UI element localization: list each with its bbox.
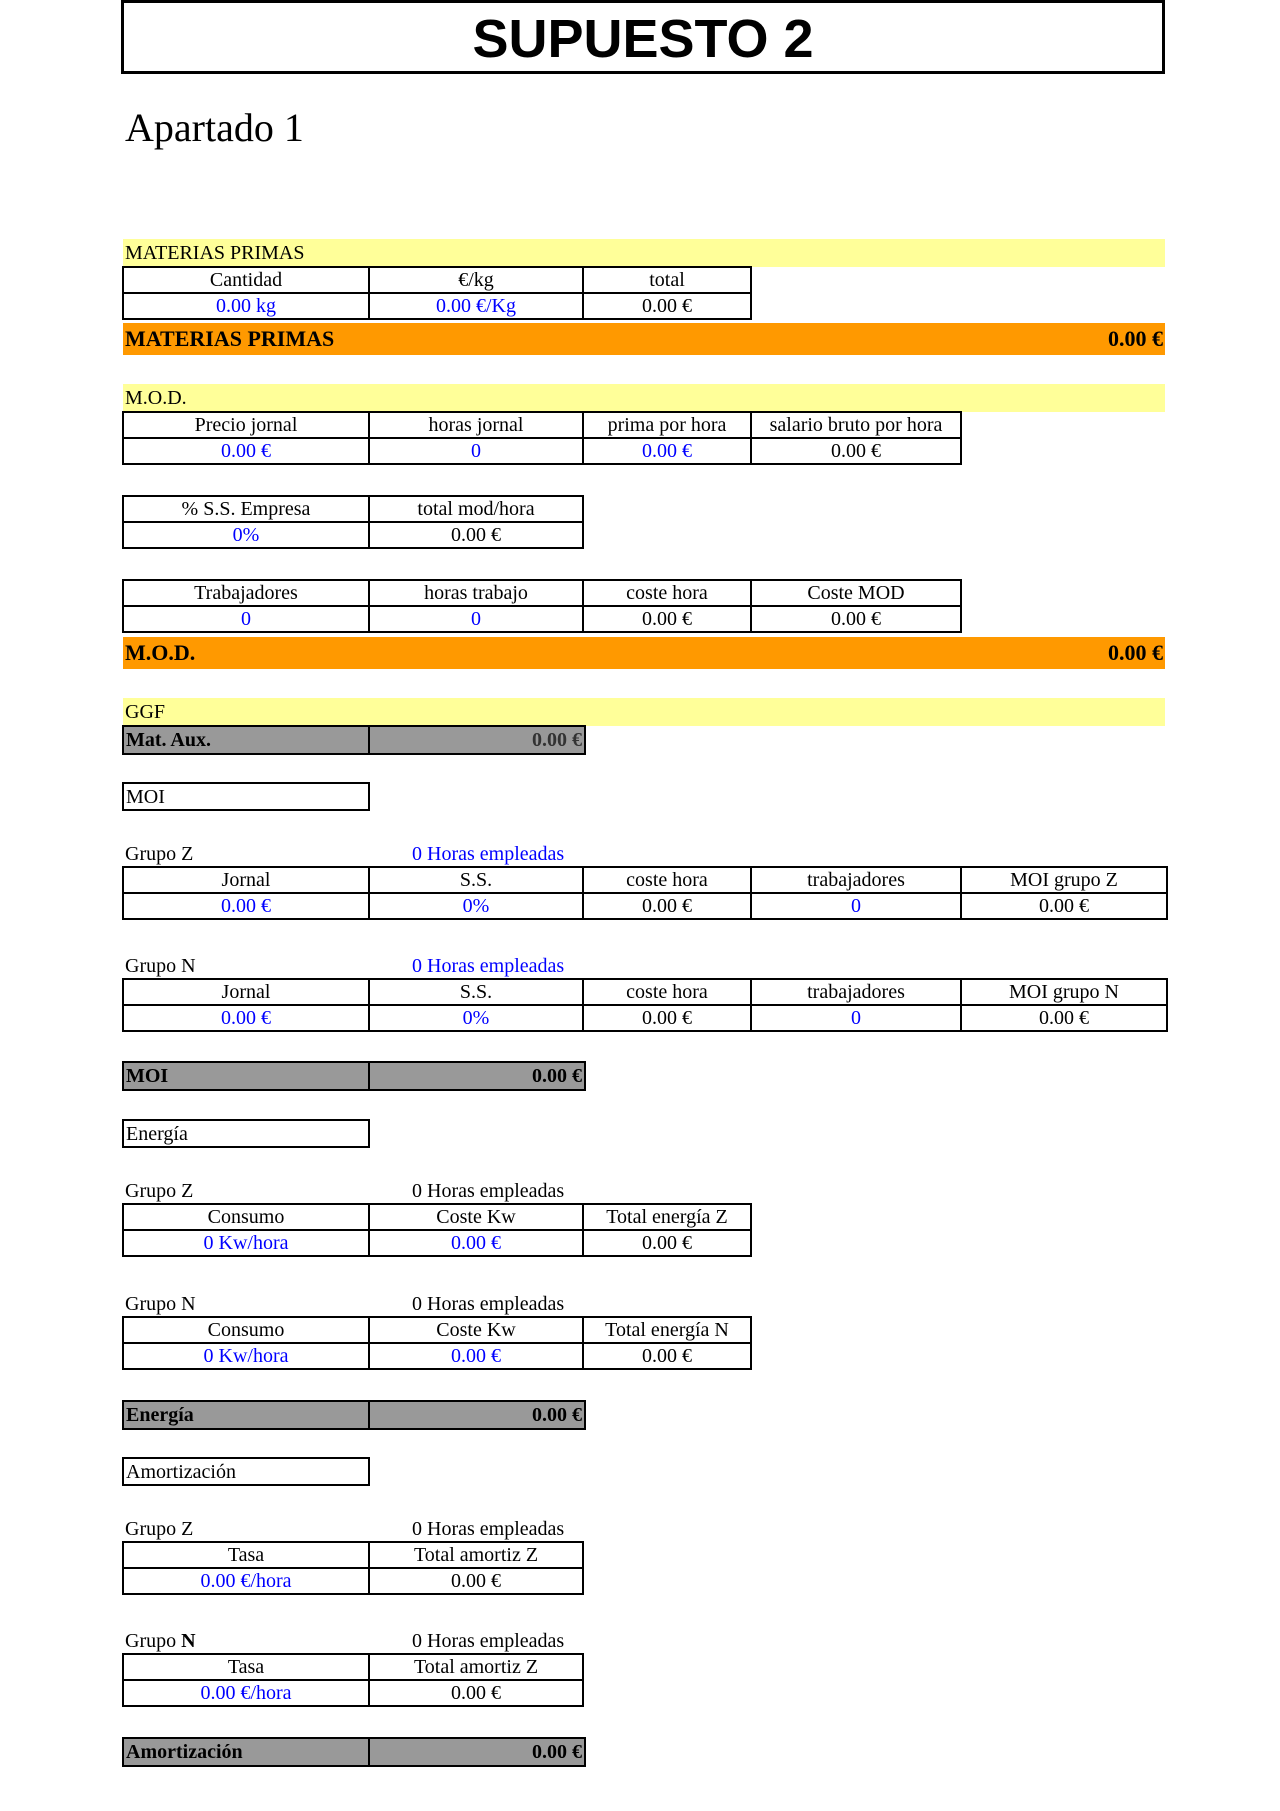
mod-cost-table <box>122 579 962 633</box>
table-header-cell: trabajadores <box>751 867 961 893</box>
mod-ss-table <box>122 495 584 549</box>
mod-total-band <box>123 637 1165 669</box>
table-header-row <box>123 1542 583 1568</box>
prima-hora-cell[interactable]: 0.00 € <box>583 438 751 464</box>
mod-band: M.O.D. <box>123 384 1165 412</box>
table-header-cell: coste hora <box>583 580 751 606</box>
amort-group-n-label: Grupo N <box>125 1630 196 1652</box>
table-row <box>123 893 1167 919</box>
table-header-cell: Total energía N <box>583 1317 751 1343</box>
ss-empresa-cell[interactable]: 0% <box>123 522 369 548</box>
amort-z-table <box>122 1541 584 1595</box>
ggf-band: GGF <box>123 698 1165 726</box>
energia-total-row <box>122 1400 586 1430</box>
table-row <box>123 1680 583 1706</box>
table-header-cell: Trabajadores <box>123 580 369 606</box>
table-header-cell: trabajadores <box>751 979 961 1005</box>
coste-hora-cell: 0.00 € <box>583 606 751 632</box>
mod-total-value: 0.00 € <box>1108 640 1163 665</box>
mp-total-cell: 0.00 € <box>583 293 751 319</box>
coste-mod-cell: 0.00 € <box>751 606 961 632</box>
table-header-cell: horas jornal <box>369 412 583 438</box>
moi-total-row <box>122 1061 586 1091</box>
energia-n-consumo-cell[interactable]: 0 Kw/hora <box>123 1343 369 1369</box>
amort-section-label: Amortización <box>122 1457 370 1486</box>
energia-group-z-hours: 0 Horas empleadas <box>412 1180 565 1202</box>
table-header-cell: Consumo <box>123 1204 369 1230</box>
table-row <box>123 1343 751 1369</box>
energia-section-label: Energía <box>122 1119 370 1148</box>
table-header-row <box>123 267 751 293</box>
amort-n-total-cell: 0.00 € <box>369 1680 583 1706</box>
energia-z-table <box>122 1203 752 1257</box>
energia-z-total-cell: 0.00 € <box>583 1230 751 1256</box>
energia-total-label: Energía <box>123 1401 369 1429</box>
amort-total-row <box>122 1737 586 1767</box>
energia-n-table <box>122 1316 752 1370</box>
moi-n-trabajadores-cell[interactable]: 0 <box>751 1005 961 1031</box>
table-header-row <box>123 867 1167 893</box>
moi-z-ss-cell[interactable]: 0% <box>369 893 583 919</box>
salario-bruto-cell: 0.00 € <box>751 438 961 464</box>
energia-group-n-label: Grupo N <box>125 1293 196 1315</box>
table-header-row <box>123 1204 751 1230</box>
amort-z-total-cell: 0.00 € <box>369 1568 583 1594</box>
total-mod-hora-cell: 0.00 € <box>369 522 583 548</box>
table-row <box>123 1568 583 1594</box>
horas-jornal-cell[interactable]: 0 <box>369 438 583 464</box>
table-row <box>123 438 961 464</box>
moi-z-trabajadores-cell[interactable]: 0 <box>751 893 961 919</box>
mod-salary-table <box>122 411 962 465</box>
amort-group-n-hours: 0 Horas empleadas <box>412 1630 565 1652</box>
moi-n-coste-hora-cell: 0.00 € <box>583 1005 751 1031</box>
trabajadores-cell[interactable]: 0 <box>123 606 369 632</box>
page-title: SUPUESTO 2 <box>121 0 1165 74</box>
table-header-cell: Consumo <box>123 1317 369 1343</box>
moi-n-total-cell: 0.00 € <box>961 1005 1167 1031</box>
table-header-cell: prima por hora <box>583 412 751 438</box>
table-header-cell: Jornal <box>123 979 369 1005</box>
moi-group-z-label: Grupo Z <box>125 843 194 865</box>
table-header-cell: total <box>583 267 751 293</box>
moi-z-jornal-cell[interactable]: 0.00 € <box>123 893 369 919</box>
amort-total-value: 0.00 € <box>369 1738 585 1766</box>
energia-group-z-label: Grupo Z <box>125 1180 194 1202</box>
table-header-cell: total mod/hora <box>369 496 583 522</box>
moi-z-total-cell: 0.00 € <box>961 893 1167 919</box>
table-header-cell: Total amortiz Z <box>369 1654 583 1680</box>
section-subtitle: Apartado 1 <box>125 105 304 150</box>
moi-section-label: MOI <box>122 782 370 811</box>
table-header-cell: Tasa <box>123 1542 369 1568</box>
table-header-cell: Tasa <box>123 1654 369 1680</box>
mp-total-band <box>123 323 1165 355</box>
table-header-cell: % S.S. Empresa <box>123 496 369 522</box>
mp-total-value: 0.00 € <box>1108 326 1163 351</box>
energia-z-coste-kw-cell[interactable]: 0.00 € <box>369 1230 583 1256</box>
mat-aux-value: 0.00 € <box>369 726 585 754</box>
table-header-row <box>123 1317 751 1343</box>
table-row <box>123 606 961 632</box>
moi-z-table <box>122 866 1168 920</box>
table-header-cell: salario bruto por hora <box>751 412 961 438</box>
moi-group-z-hours[interactable]: 0 Horas empleadas <box>412 843 565 865</box>
table-header-cell: S.S. <box>369 867 583 893</box>
table-header-row <box>123 496 583 522</box>
table-row <box>123 1230 751 1256</box>
energia-group-n-hours: 0 Horas empleadas <box>412 1293 565 1315</box>
moi-n-table <box>122 978 1168 1032</box>
table-header-cell: Jornal <box>123 867 369 893</box>
table-header-cell: Cantidad <box>123 267 369 293</box>
energia-total-value: 0.00 € <box>369 1401 585 1429</box>
moi-z-coste-hora-cell: 0.00 € <box>583 893 751 919</box>
moi-total-value: 0.00 € <box>369 1062 585 1090</box>
mp-total-label: MATERIAS PRIMAS <box>125 326 335 351</box>
amort-group-z-hours: 0 Horas empleadas <box>412 1518 565 1540</box>
table-header-cell: MOI grupo Z <box>961 867 1167 893</box>
mat-aux-label: Mat. Aux. <box>123 726 369 754</box>
mp-cantidad-cell[interactable]: 0.00 kg <box>123 293 369 319</box>
table-header-cell: coste hora <box>583 979 751 1005</box>
precio-jornal-cell[interactable]: 0.00 € <box>123 438 369 464</box>
table-header-cell: Precio jornal <box>123 412 369 438</box>
table-header-cell: coste hora <box>583 867 751 893</box>
mp-band: MATERIAS PRIMAS <box>123 239 1165 267</box>
table-header-row <box>123 979 1167 1005</box>
mod-total-label: M.O.D. <box>125 640 196 665</box>
table-header-cell: Coste MOD <box>751 580 961 606</box>
table-header-cell: Total energía Z <box>583 1204 751 1230</box>
moi-n-jornal-cell[interactable]: 0.00 € <box>123 1005 369 1031</box>
amort-group-z-label: Grupo Z <box>125 1518 194 1540</box>
mp-table <box>122 266 752 320</box>
table-header-cell: Coste Kw <box>369 1204 583 1230</box>
energia-n-total-cell: 0.00 € <box>583 1343 751 1369</box>
amort-n-tasa-cell[interactable]: 0.00 €/hora <box>123 1680 369 1706</box>
table-header-cell: Coste Kw <box>369 1317 583 1343</box>
table-header-row <box>123 412 961 438</box>
moi-n-ss-cell[interactable]: 0% <box>369 1005 583 1031</box>
horas-trabajo-cell[interactable]: 0 <box>369 606 583 632</box>
table-header-row <box>123 580 961 606</box>
table-row <box>123 293 751 319</box>
energia-z-consumo-cell[interactable]: 0 Kw/hora <box>123 1230 369 1256</box>
table-header-cell: S.S. <box>369 979 583 1005</box>
table-header-cell: MOI grupo N <box>961 979 1167 1005</box>
table-header-cell: Total amortiz Z <box>369 1542 583 1568</box>
amort-z-tasa-cell[interactable]: 0.00 €/hora <box>123 1568 369 1594</box>
table-row <box>123 1005 1167 1031</box>
moi-total-label: MOI <box>123 1062 369 1090</box>
moi-group-n-label: Grupo N <box>125 955 196 977</box>
energia-n-coste-kw-cell[interactable]: 0.00 € <box>369 1343 583 1369</box>
table-header-cell: horas trabajo <box>369 580 583 606</box>
amort-total-label: Amortización <box>123 1738 369 1766</box>
table-header-cell: €/kg <box>369 267 583 293</box>
table-row <box>123 522 583 548</box>
mat-aux-row <box>122 725 586 755</box>
amort-n-table <box>122 1653 584 1707</box>
table-header-row <box>123 1654 583 1680</box>
moi-group-n-hours[interactable]: 0 Horas empleadas <box>412 955 565 977</box>
mp-precio-kg-cell[interactable]: 0.00 €/Kg <box>369 293 583 319</box>
